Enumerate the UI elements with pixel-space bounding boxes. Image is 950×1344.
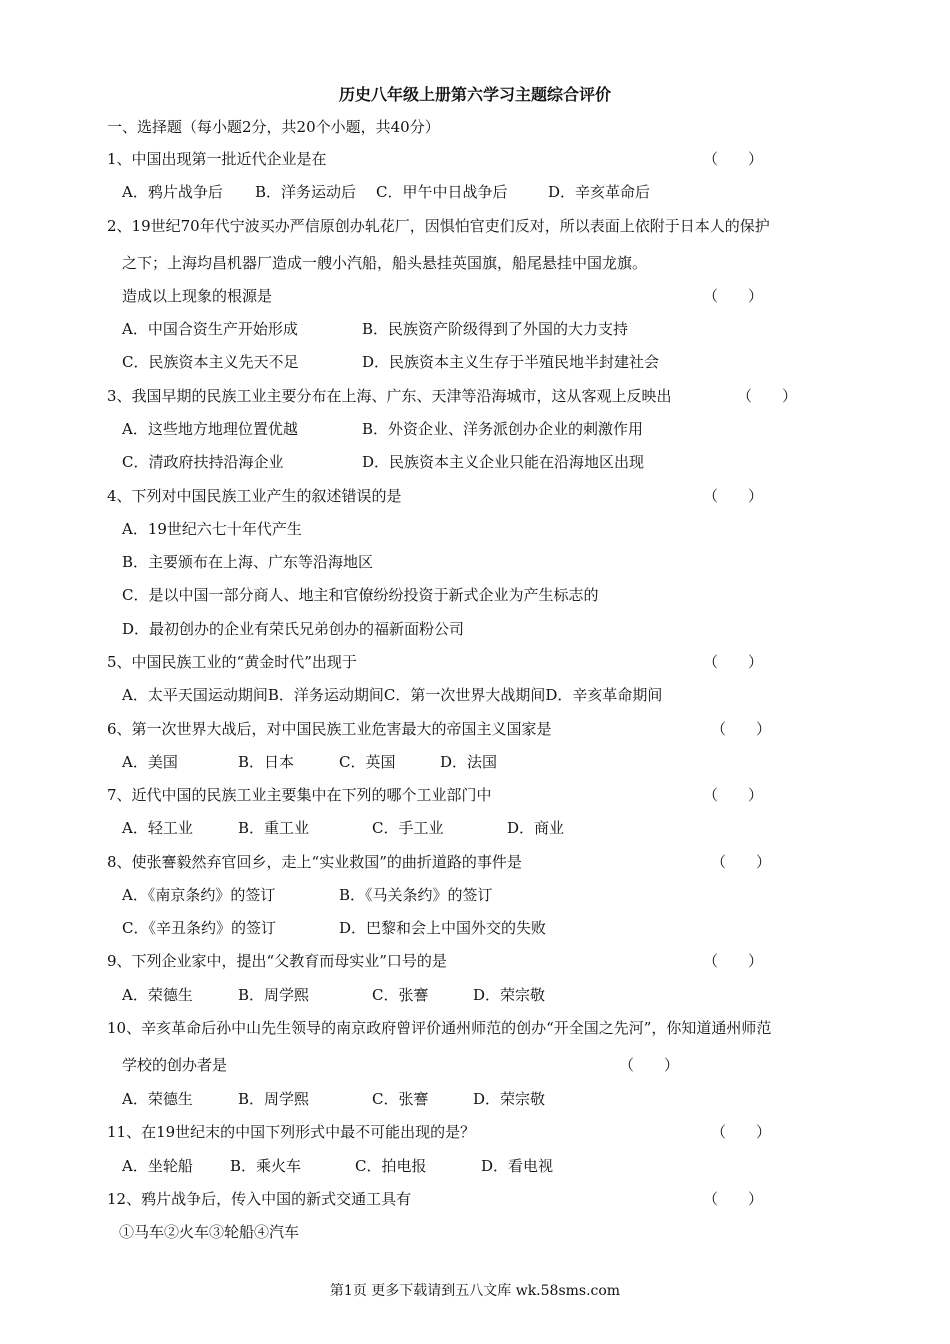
q7-option-a: A．轻工业 [122, 819, 193, 837]
q2-option-a: A．中国合资生产开始形成 [122, 320, 298, 338]
q7-option-c: C．手工业 [372, 819, 444, 837]
q9-answer-bracket: （ ） [703, 952, 764, 970]
q5-stem: 5、中国民族工业的“黄金时代”出现于 [107, 653, 357, 671]
q2-answer-bracket: （ ） [703, 287, 764, 305]
q8-answer-bracket: （ ） [711, 853, 772, 871]
q6-answer-bracket: （ ） [711, 720, 772, 738]
q8-option-d: D．巴黎和会上中国外交的失败 [339, 919, 547, 937]
q7-answer-bracket: （ ） [703, 786, 764, 804]
q11-option-c: C．拍电报 [355, 1157, 427, 1175]
q6-option-c: C．英国 [339, 753, 396, 771]
q8-option-b: B．《马关条约》的签订 [339, 886, 493, 904]
q9-option-d: D．荣宗敬 [473, 986, 546, 1004]
q3-stem: 3、我国早期的民族工业主要分布在上海、广东、天津等沿海城市，这从客观上反映出 [107, 387, 672, 405]
q12-answer-bracket: （ ） [703, 1190, 764, 1208]
q4-answer-bracket: （ ） [703, 487, 764, 505]
q10-option-d: D．荣宗敬 [473, 1090, 546, 1108]
q7-option-d: D．商业 [507, 819, 565, 837]
q10-option-c: C．张謇 [372, 1090, 429, 1108]
q1-answer-bracket: （ ） [703, 150, 764, 168]
q7-stem: 7、近代中国的民族工业主要集中在下列的哪个工业部门中 [107, 786, 492, 804]
q3-option-a: A．这些地方地理位置优越 [122, 420, 298, 438]
q11-answer-bracket: （ ） [711, 1123, 772, 1141]
q1-stem: 1、中国出现第一批近代企业是在 [107, 150, 327, 168]
q11-stem: 11、在19世纪末的中国下列形式中最不可能出现的是？ [107, 1123, 476, 1141]
q9-option-b: B．周学熙 [238, 986, 310, 1004]
q10-stem-line1: 10、辛亥革命后孙中山先生领导的南京政府曾评价通州师范的创办“开全国之先河”，你知道通州师范 [107, 1019, 772, 1037]
q4-stem: 4、下列对中国民族工业产生的叙述错误的是 [107, 487, 402, 505]
q3-option-d: D．民族资本主义企业只能在沿海地区出现 [362, 453, 645, 471]
q4-option-d: D．最初创办的企业有荣氏兄弟创办的福新面粉公司 [122, 620, 465, 638]
q2-option-d: D．民族资本主义生存于半殖民地半封建社会 [362, 353, 660, 371]
q10-option-a: A．荣德生 [122, 1090, 193, 1108]
q9-option-c: C．张謇 [372, 986, 429, 1004]
q2-option-c: C．民族资本主义先天不足 [122, 353, 299, 371]
q7-option-b: B．重工业 [238, 819, 310, 837]
q6-option-b: B．日本 [238, 753, 295, 771]
q11-option-b: B．乘火车 [230, 1157, 302, 1175]
q8-option-c: C．《辛丑条约》的签订 [122, 919, 276, 937]
q4-option-c: C．是以中国一部分商人、地主和官僚纷纷投资于新式企业为产生标志的 [122, 586, 599, 604]
q5-answer-bracket: （ ） [703, 653, 764, 671]
q6-stem: 6、第一次世界大战后，对中国民族工业危害最大的帝国主义国家是 [107, 720, 552, 738]
q2-stem-line1: 2、19世纪70年代宁波买办严信原创办轧花厂，因惧怕官吏们反对，所以表面上依附于日本人的保护 [107, 217, 770, 235]
q6-option-a: A．美国 [122, 753, 178, 771]
q8-stem: 8、使张謇毅然弃官回乡，走上“实业救国”的曲折道路的事件是 [107, 853, 522, 871]
q2-option-b: B．民族资产阶级得到了外国的大力支持 [362, 320, 629, 338]
page-title: 历史八年级上册第六学习主题综合评价 [338, 85, 611, 104]
q1-option-d: D．辛亥革命后 [548, 183, 651, 201]
q12-items: ①马车②火车③轮船④汽车 [119, 1223, 300, 1241]
q11-option-d: D．看电视 [481, 1157, 554, 1175]
q8-option-a: A．《南京条约》的签订 [122, 886, 276, 904]
q4-option-b: B．主要颁布在上海、广东等沿海地区 [122, 553, 374, 571]
q3-answer-bracket: （ ） [737, 387, 798, 405]
q10-stem-line2: 学校的创办者是 [122, 1056, 228, 1074]
q9-stem: 9、下列企业家中，提出“父教育而母实业”口号的是 [107, 952, 447, 970]
q9-option-a: A．荣德生 [122, 986, 193, 1004]
q3-option-b: B．外资企业、洋务派创办企业的刺激作用 [362, 420, 644, 438]
q3-option-c: C．清政府扶持沿海企业 [122, 453, 284, 471]
section-heading: 一、选择题（每小题2分，共20个小题，共40分） [107, 118, 440, 136]
q6-option-d: D．法国 [440, 753, 498, 771]
q5-options: A．太平天国运动期间B．洋务运动期间C．第一次世界大战期间D．辛亥革命期间 [122, 686, 663, 704]
q1-option-a: A．鸦片战争后 [122, 183, 223, 201]
q4-option-a: A．19世纪六七十年代产生 [122, 520, 302, 538]
q2-stem-line3: 造成以上现象的根源是 [122, 287, 273, 305]
q2-stem-line2: 之下；上海均昌机器厂造成一艘小汽船，船头悬挂英国旗，船尾悬挂中国龙旗。 [122, 254, 648, 272]
page-footer: 第1页 更多下载请到五八文库 wk.58sms.com [329, 1283, 621, 1299]
q10-option-b: B．周学熙 [238, 1090, 310, 1108]
q1-option-b: B．洋务运动后 [255, 183, 357, 201]
q11-option-a: A．坐轮船 [122, 1157, 193, 1175]
q10-answer-bracket: （ ） [619, 1056, 680, 1074]
q12-stem: 12、鸦片战争后，传入中国的新式交通工具有 [107, 1190, 412, 1208]
q1-option-c: C．甲午中日战争后 [376, 183, 508, 201]
